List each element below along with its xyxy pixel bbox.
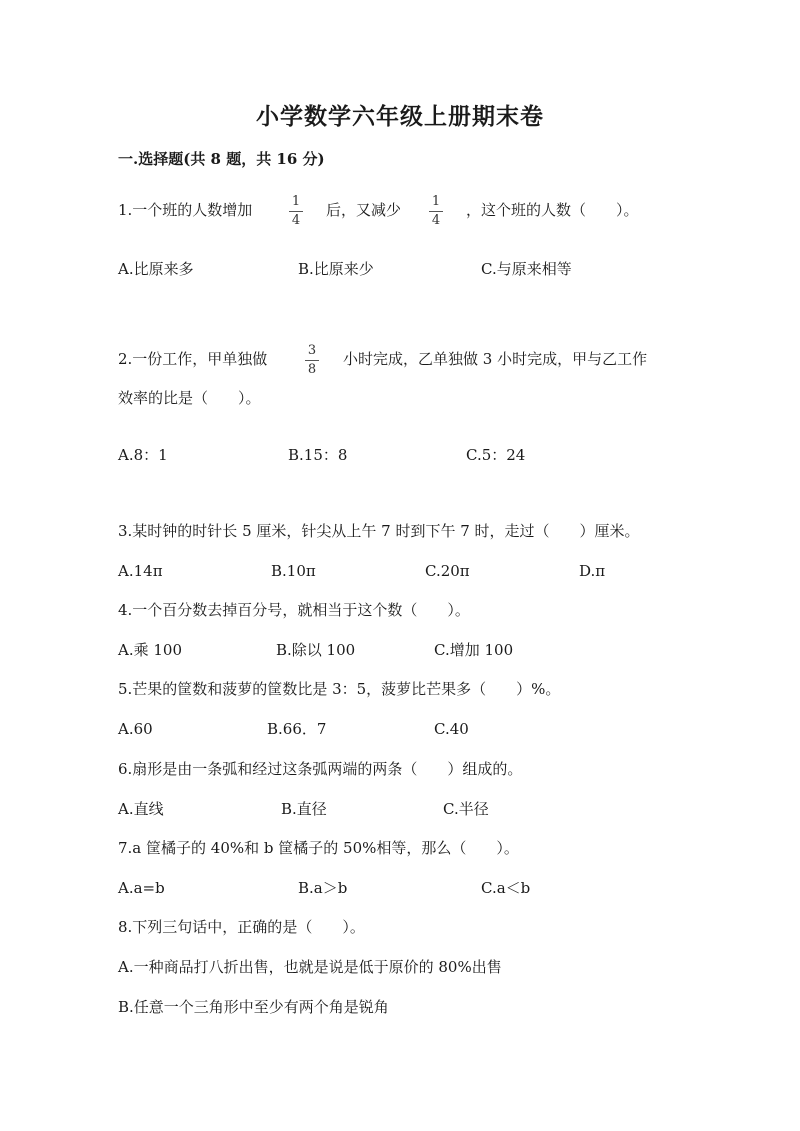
question-1-text-end: ，这个班的人数（ ）。 <box>466 201 639 219</box>
question-3-option-d: D.π <box>579 562 606 580</box>
question-2-option-c: C.5：24 <box>466 446 526 464</box>
question-2-option-b: B.15：8 <box>288 446 348 464</box>
fraction-bar <box>305 360 319 361</box>
question-6-option-c: C.半径 <box>443 800 489 818</box>
fraction-denominator: 4 <box>291 213 301 228</box>
question-7-option-b: B.a＞b <box>298 879 348 897</box>
question-2-text-end: 小时完成，乙单独做 3 小时完成，甲与乙工作 <box>343 350 648 368</box>
question-5-option-c: C.40 <box>434 720 469 738</box>
fraction-denominator: 8 <box>307 362 317 377</box>
question-1-fraction-1 <box>288 195 304 228</box>
question-3-option-b: B.10π <box>271 562 316 580</box>
question-3-option-a: A.14π <box>118 562 163 580</box>
question-4-option-c: C.增加 100 <box>434 641 514 659</box>
question-2-fraction <box>304 344 320 377</box>
question-1-option-b: B.比原来少 <box>298 260 374 278</box>
question-1-text-middle: 后，又减少 <box>326 201 402 219</box>
question-5-option-a: A.60 <box>118 720 153 738</box>
section-header: 一.选择题(共 8 题，共 16 分) <box>118 150 325 168</box>
fraction-numerator: 1 <box>291 194 301 209</box>
question-7-option-a: A.a=b <box>118 879 165 897</box>
question-8-option-b: B.任意一个三角形中至少有两个角是锐角 <box>118 998 389 1016</box>
question-1-text-start: 1.一个班的人数增加 <box>118 201 253 219</box>
question-1-fraction-2 <box>428 195 444 228</box>
question-7-option-c: C.a＜b <box>481 879 531 897</box>
question-6-option-b: B.直径 <box>281 800 327 818</box>
question-6-option-a: A.直线 <box>118 800 164 818</box>
question-8-text: 8.下列三句话中，正确的是（ ）。 <box>118 918 365 936</box>
question-4-text: 4.一个百分数去掉百分号，就相当于这个数（ ）。 <box>118 601 470 619</box>
fraction-numerator: 1 <box>431 194 441 209</box>
question-1-option-a: A.比原来多 <box>118 260 194 278</box>
question-3-text: 3.某时钟的时针长 5 厘米，针尖从上午 7 时到下午 7 时，走过（ ）厘米。 <box>118 522 640 540</box>
question-7-text: 7.a 筐橘子的 40%和 b 筐橘子的 50%相等，那么（ ）。 <box>118 839 519 857</box>
question-2-text-line-2: 效率的比是（ ）。 <box>118 389 261 407</box>
question-4-option-a: A.乘 100 <box>118 641 182 659</box>
fraction-numerator: 3 <box>307 343 317 358</box>
question-5-text: 5.芒果的筐数和菠萝的筐数比是 3：5，菠萝比芒果多（ ）%。 <box>118 680 561 698</box>
fraction-bar <box>429 211 443 212</box>
question-5-option-b: B.66．7 <box>267 720 327 738</box>
question-1-option-c: C.与原来相等 <box>481 260 572 278</box>
question-4-option-b: B.除以 100 <box>276 641 356 659</box>
fraction-bar <box>289 211 303 212</box>
question-3-option-c: C.20π <box>425 562 470 580</box>
question-6-text: 6.扇形是由一条弧和经过这条弧两端的两条（ ）组成的。 <box>118 760 523 778</box>
question-2-option-a: A.8：1 <box>118 446 168 464</box>
fraction-denominator: 4 <box>431 213 441 228</box>
question-2-text-start: 2.一份工作，甲单独做 <box>118 350 268 368</box>
page-title: 小学数学六年级上册期末卷 <box>256 103 544 130</box>
question-8-option-a: A.一种商品打八折出售，也就是说是低于原价的 80%出售 <box>118 958 502 976</box>
